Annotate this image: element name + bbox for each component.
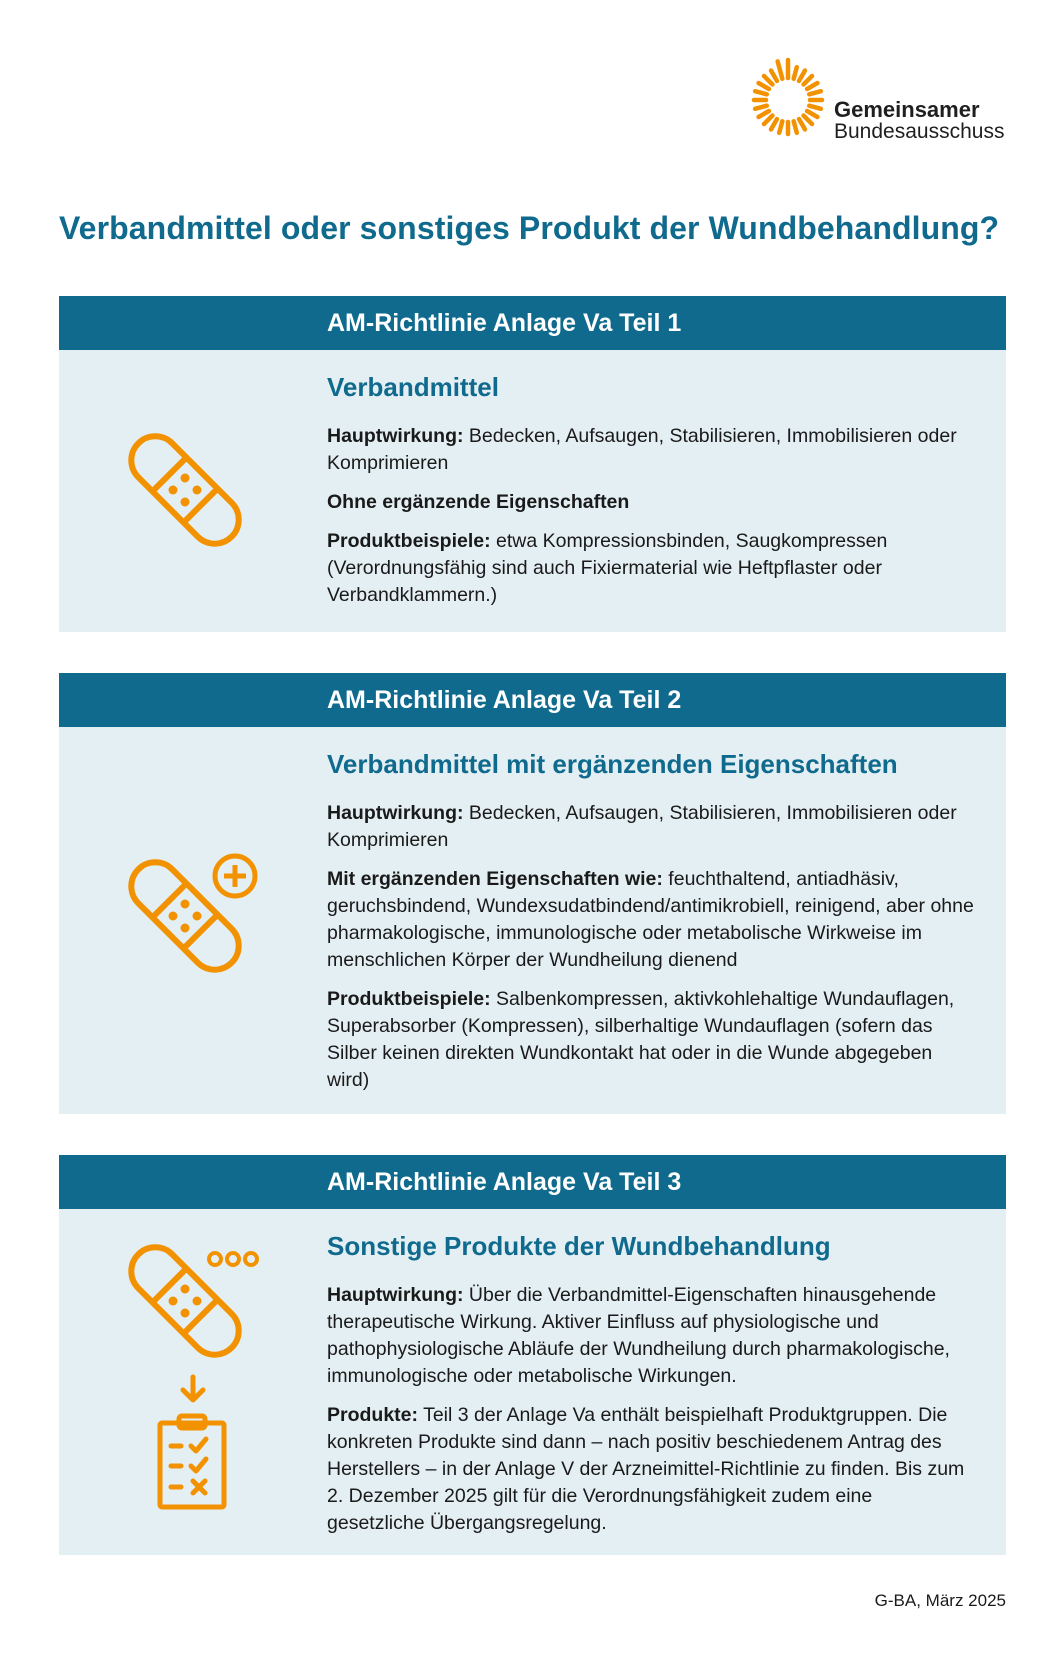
sun-ray <box>807 83 817 89</box>
hauptwirkung-text: Hauptwirkung: Über die Verbandmittel-Eigenschaften hinausgehende therapeutische Wirkung. Aktiver Einfluss auf physiologische und pathophysiologische Abläufe der Wundheilung durch pharmakologische, immunologische oder metabolische Wirkungen. <box>327 1284 950 1387</box>
sun-ray <box>799 71 805 81</box>
bandage-plus-icon <box>123 848 273 978</box>
logo-line-1: Gemeinsamer <box>834 97 980 122</box>
produktbeispiele-text: Produktbeispiele: etwa Kompressionsbinden, Saugkompressen (Verordnungsfähig sind auch Fixiermaterial wie Heftpflaster oder Verbandklammern.) <box>327 530 888 606</box>
section-title: Verbandmittel <box>327 372 499 402</box>
sun-ray <box>779 121 782 133</box>
bandage-checklist-icon <box>123 1239 273 1529</box>
sun-ray <box>809 106 821 109</box>
produkte-text: Produkte: Teil 3 der Anlage Va enthält beispielhaft Produktgruppen. Die konkreten Produkte sind dann – nach positiv beschiedenem Antrag des Herstellers – in der Anlage V der Arzneimittel-Richtlinie zu finden. Bis zum 2. Dezember 2025 gilt für die Verordnungsfähigkeit zudem eine gesetzliche Übergangsregelung. <box>327 1404 965 1534</box>
section-teil-3 <box>59 1155 1006 1555</box>
sun-ray <box>771 71 777 81</box>
section-teil-1 <box>59 296 1006 632</box>
sun-ray <box>794 67 797 79</box>
eigenschaften-text: Ohne ergänzende Eigenschaften <box>327 491 630 513</box>
sun-ray <box>764 76 772 84</box>
page-title: Verbandmittel oder sonstiges Produkt der Wundbehandlung? <box>59 210 1000 246</box>
section-title: Sonstige Produkte der Wundbehandlung <box>327 1231 831 1261</box>
sun-logo-icon <box>742 48 834 148</box>
section-header: AM-Richtlinie Anlage Va Teil 2 <box>59 673 1006 727</box>
sun-ray <box>807 111 817 117</box>
produktbeispiele-text: Produktbeispiele: Salbenkompressen, aktivkohlehaltige Wundauflagen, Superabsorber (Kompressen), silberhaltige Wundauflagen (sofern das Silber keinen direkten Wundkontakt hat oder in die Wunde abgegeben wird) <box>327 988 955 1091</box>
sun-ray <box>778 61 783 78</box>
sun-ray <box>794 121 797 133</box>
bandage-icon <box>123 428 247 552</box>
sun-ray <box>799 119 805 129</box>
footer-credit: G-BA, März 2025 <box>874 1591 1006 1610</box>
section-header: AM-Richtlinie Anlage Va Teil 3 <box>59 1155 1006 1209</box>
hauptwirkung-text: Hauptwirkung: Bedecken, Aufsaugen, Stabilisieren, Immobilisieren oder Komprimieren <box>327 425 957 474</box>
hauptwirkung-text: Hauptwirkung: Bedecken, Aufsaugen, Stabilisieren, Immobilisieren oder Komprimieren <box>327 802 957 851</box>
sun-ray <box>759 111 769 117</box>
sun-ray <box>804 76 812 84</box>
section-teil-2 <box>59 673 1006 1114</box>
section-title: Verbandmittel mit ergänzenden Eigenschaften <box>327 749 898 779</box>
eigenschaften-text: Mit ergänzenden Eigenschaften wie: feuchthaltend, antiadhäsiv, geruchsbindend, Wundexsudatbindend/antimikrobiell, reinigend, aber ohne pharmakologische, immunologische oder metabolische Wirkweise im menschlichen Körper der Wundheilung dienend <box>327 868 974 971</box>
sun-ray <box>771 119 777 129</box>
gba-logo <box>742 48 1012 148</box>
sun-ray <box>755 91 767 94</box>
sun-ray <box>759 83 769 89</box>
sun-ray <box>755 106 767 109</box>
logo-line-2: Bundesausschuss <box>834 120 1005 144</box>
sun-ray <box>804 116 812 124</box>
sun-ray <box>764 116 772 124</box>
section-header: AM-Richtlinie Anlage Va Teil 1 <box>59 296 1006 350</box>
sun-ray <box>809 91 821 94</box>
